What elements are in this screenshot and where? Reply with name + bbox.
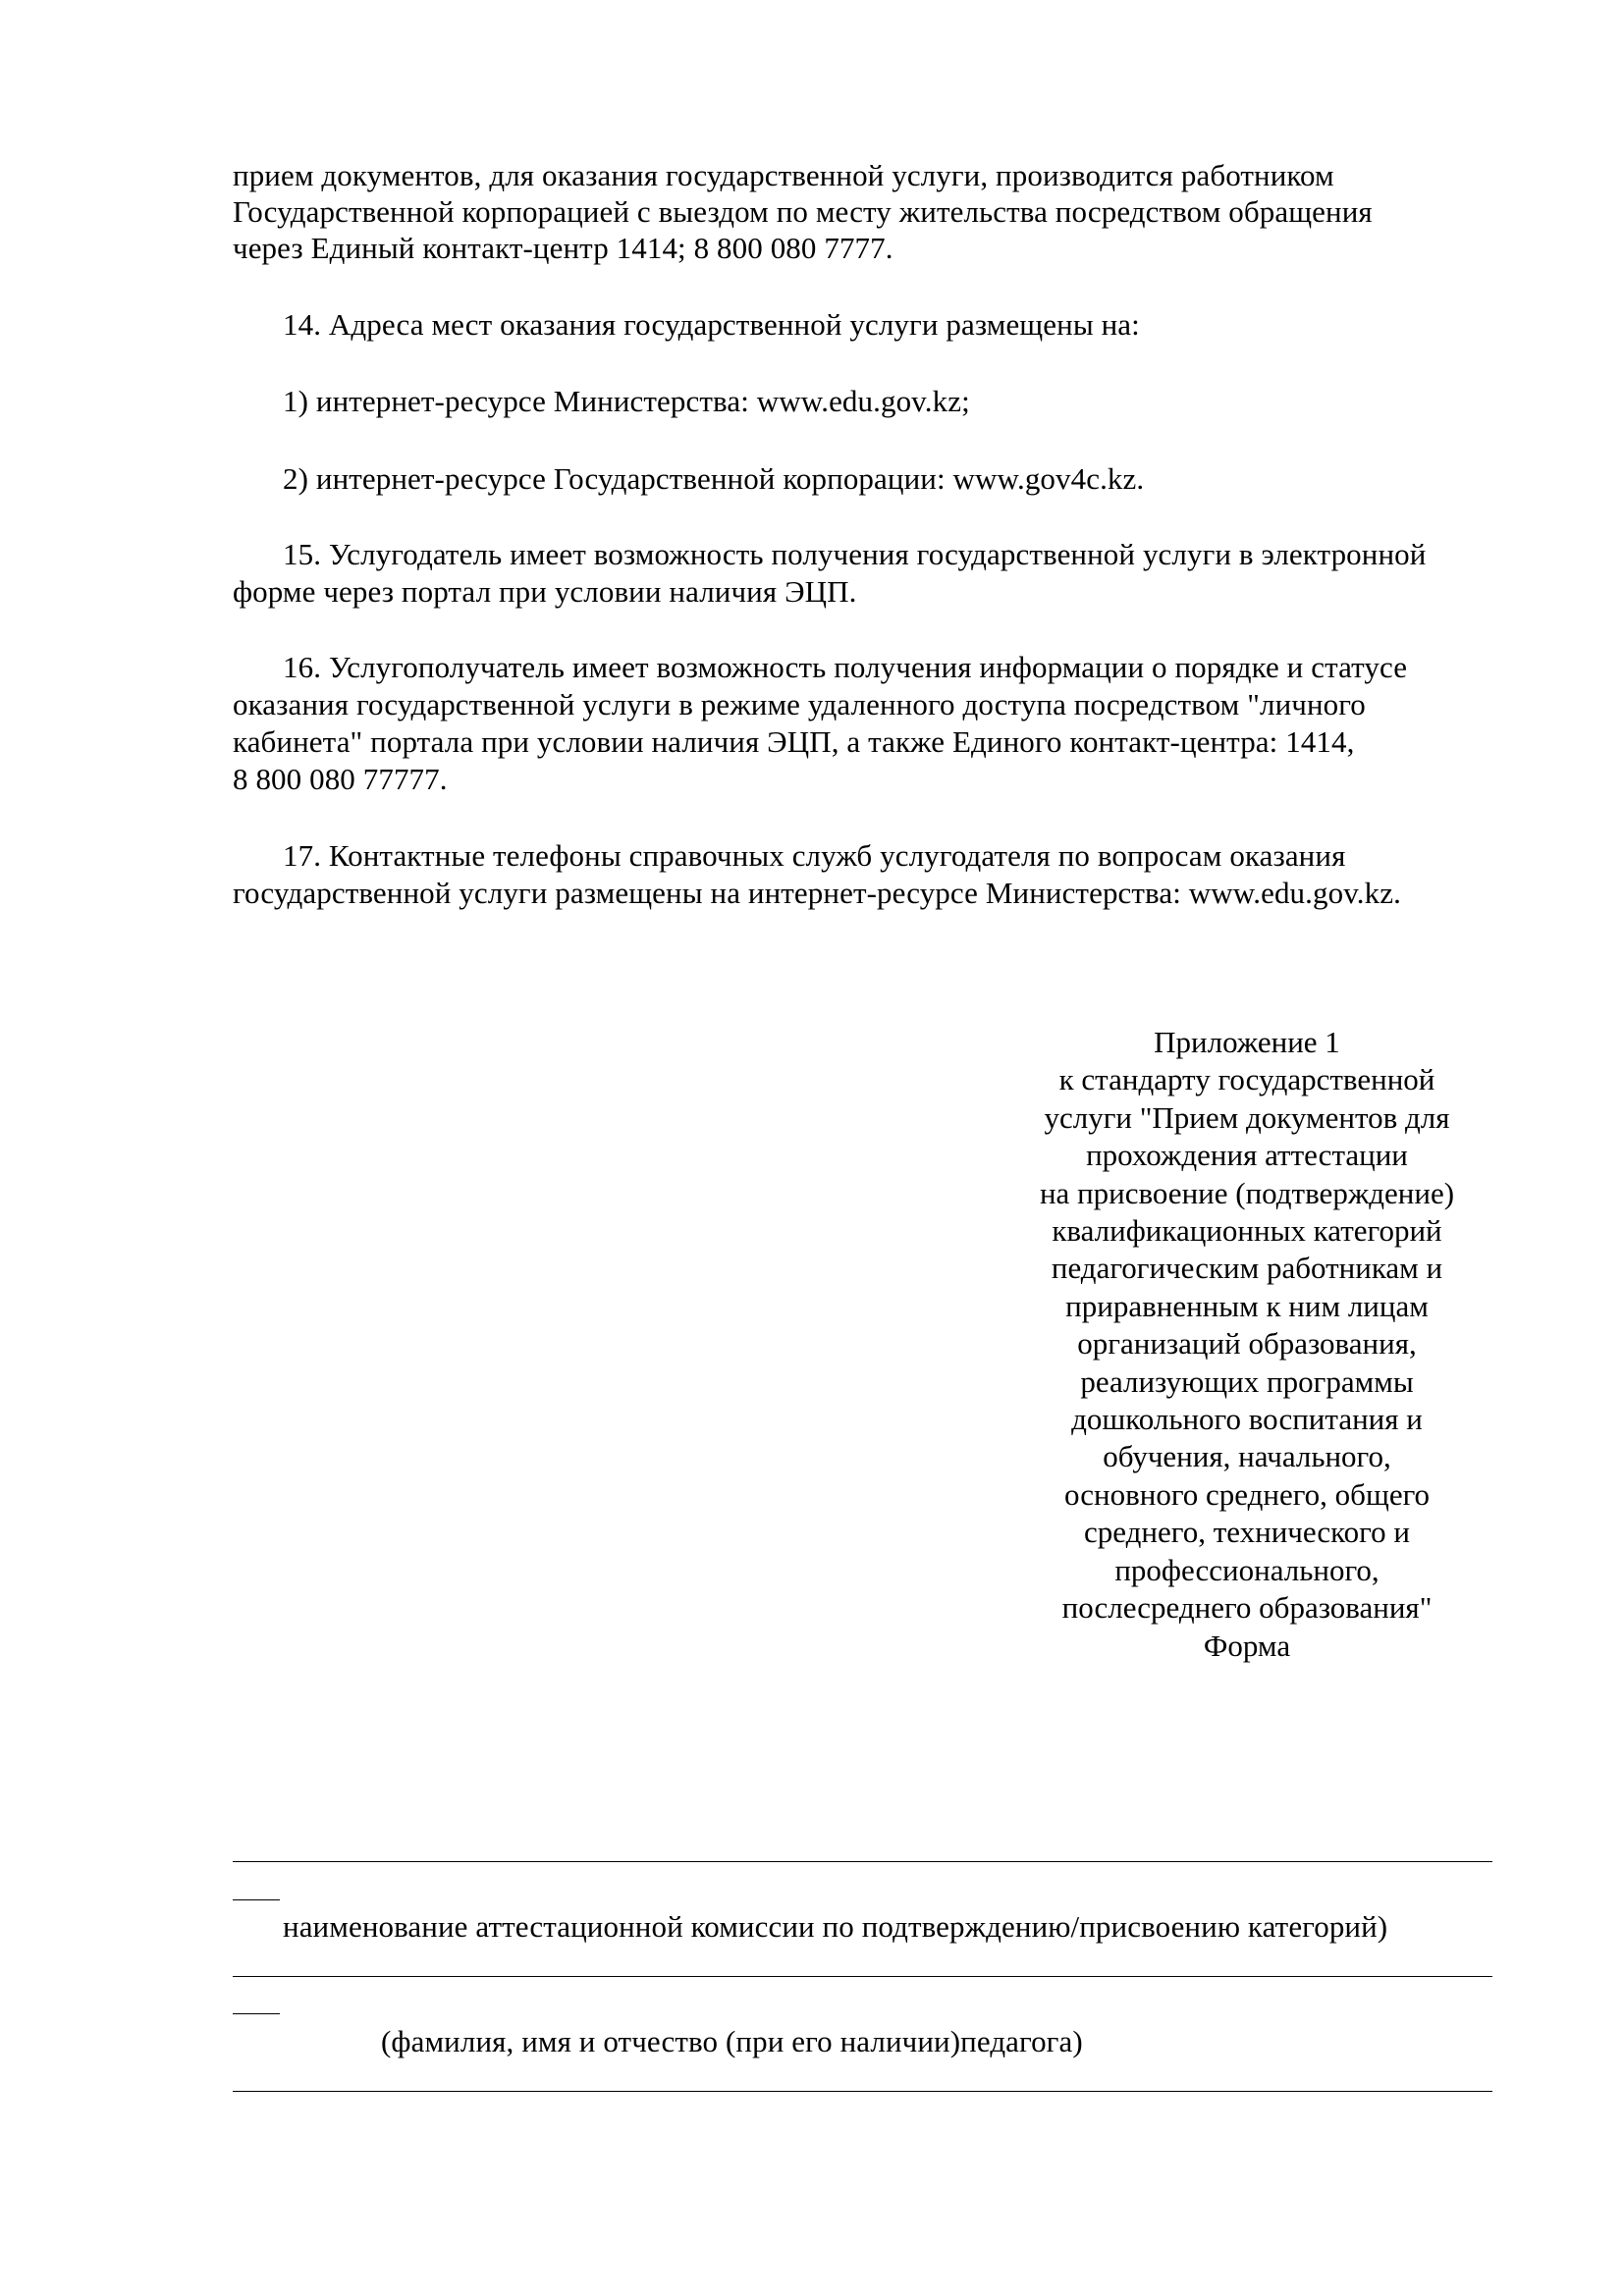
appendix-line: Приложение 1: [1154, 1025, 1340, 1059]
intro-line-1: прием документов, для оказания государственной услуги, производится работником: [233, 158, 1334, 192]
commission-name-line: [233, 1861, 1492, 1862]
item-15-line-1: 15. Услугодатель имеет возможность получения государственной услуги в электронной: [283, 537, 1427, 571]
appendix-line: прохождения аттестации: [1086, 1138, 1408, 1173]
commission-name-line-overflow: [233, 1899, 280, 1900]
blank-field-line: [233, 2091, 1492, 2092]
appendix-form-label: Форма: [1203, 1628, 1291, 1663]
appendix-line: услуги "Прием документов для: [1044, 1099, 1450, 1135]
item-16-line-3: кабинета" портала при условии наличия ЭЦП, а также Единого контакт-центра: 1414,: [233, 724, 1355, 759]
appendix-line: послесреднего образования": [1061, 1590, 1433, 1626]
item-17-line-2: государственной услуги размещены на интернет-ресурсе Министерства: www.edu.gov.kz.: [233, 876, 1401, 910]
intro-line-2: Государственной корпорацией с выездом по месту жительства посредством обращения: [233, 194, 1373, 229]
appendix-line: организаций образования,: [1077, 1326, 1417, 1362]
teacher-name-line-overflow: [233, 2013, 280, 2014]
teacher-name-line: [233, 1976, 1492, 1977]
item-14-1: 1) интернет-ресурсе Министерства: www.edu.gov.kz;: [283, 384, 970, 418]
appendix-line: среднего, технического и: [1084, 1515, 1410, 1550]
appendix-line: реализующих программы: [1080, 1363, 1414, 1399]
appendix-line: обучения, начального,: [1103, 1439, 1391, 1474]
appendix-line: на присвоение (подтверждение): [1039, 1175, 1455, 1210]
appendix-line: профессионального,: [1114, 1552, 1380, 1587]
item-16-line-2: оказания государственной услуги в режиме удаленного доступа посредством "личного: [233, 687, 1366, 721]
appendix-line: приравненным к ним лицам: [1065, 1288, 1429, 1323]
intro-line-3: через Единый контакт-центр 1414; 8 800 080 7777.: [233, 231, 893, 265]
item-15-line-2: форме через портал при условии наличия ЭЦП.: [233, 574, 857, 609]
appendix-line: к стандарту государственной: [1058, 1062, 1435, 1097]
item-16-line-4: 8 800 080 77777.: [233, 762, 448, 796]
appendix-line: основного среднего, общего: [1063, 1476, 1431, 1512]
item-16-line-1: 16. Услугополучатель имеет возможность получения информации о порядке и статусе: [283, 650, 1408, 684]
commission-name-caption: наименование аттестационной комиссии по подтверждению/присвоению категорий): [283, 1909, 1388, 1944]
appendix-line: педагогическим работникам и: [1051, 1251, 1443, 1286]
appendix-line: дошкольного воспитания и: [1071, 1402, 1423, 1437]
item-14: 14. Адреса мест оказания государственной услуги размещены на:: [283, 307, 1140, 342]
appendix-line: квалификационных категорий: [1052, 1213, 1442, 1249]
item-17-line-1: 17. Контактные телефоны справочных служб услугодателя по вопросам оказания: [283, 838, 1346, 873]
teacher-name-caption: (фамилия, имя и отчество (при его наличии)педагога): [381, 2024, 1083, 2058]
appendix-header: [992, 1024, 1502, 1665]
item-14-2: 2) интернет-ресурсе Государственной корпорации: www.gov4c.kz.: [283, 461, 1145, 496]
